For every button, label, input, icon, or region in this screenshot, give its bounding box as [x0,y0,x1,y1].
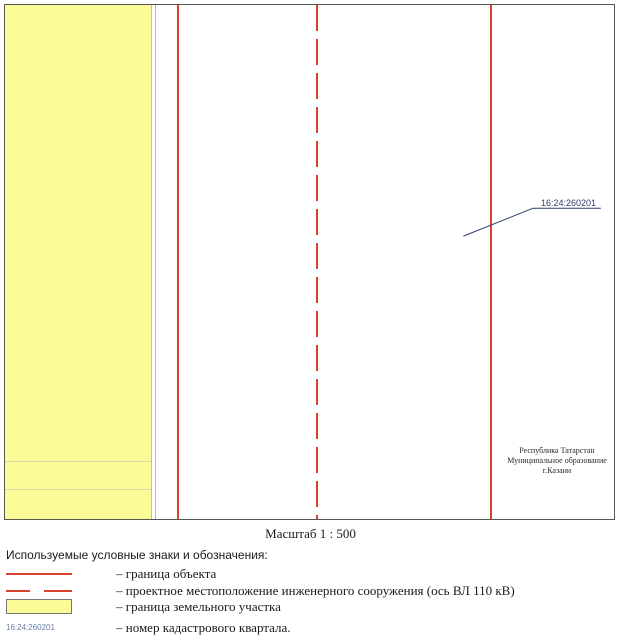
map-scale: Масштаб 1 : 500 [265,526,356,541]
object-boundary-line-right [490,5,492,519]
parcel-inner-line [5,461,151,462]
region-line-3: г.Казани [542,466,572,475]
region-caption [501,446,613,476]
yellow-rectangle-icon [6,599,76,615]
legend-label: – проектное местоположение инженерного сооружения (ось ВЛ 110 кВ) [116,583,515,598]
object-boundary-line-left [177,5,179,519]
legend-label: – номер кадастрового квартала. [116,620,291,635]
legend-item-land-parcel [6,599,616,615]
power-line-axis [316,5,318,519]
cadastral-quarter-number: 16:24:260201 [541,198,597,208]
cadastral-number-sample-text: 16:24:260201 [6,623,55,632]
red-dashed-line-icon [6,583,76,599]
legend-item-object-boundary [6,566,616,582]
legend-item-cadastral-quarter [6,620,616,636]
cadastral-number-sample [6,620,76,636]
red-solid-line-icon [6,566,76,582]
legend-title: Используемые условные знаки и обозначения: [6,548,268,562]
land-parcel-area [5,5,152,519]
map-frame [4,4,615,520]
legend-label: – граница земельного участка [116,599,281,614]
legend-item-power-line-axis [6,583,616,599]
region-line-1: Республика Татарстан [519,446,595,455]
region-line-2: Муниципальное образование [507,456,607,465]
legend-label: – граница объекта [116,566,217,581]
secondary-boundary-line [155,5,156,519]
parcel-inner-line [5,489,151,490]
